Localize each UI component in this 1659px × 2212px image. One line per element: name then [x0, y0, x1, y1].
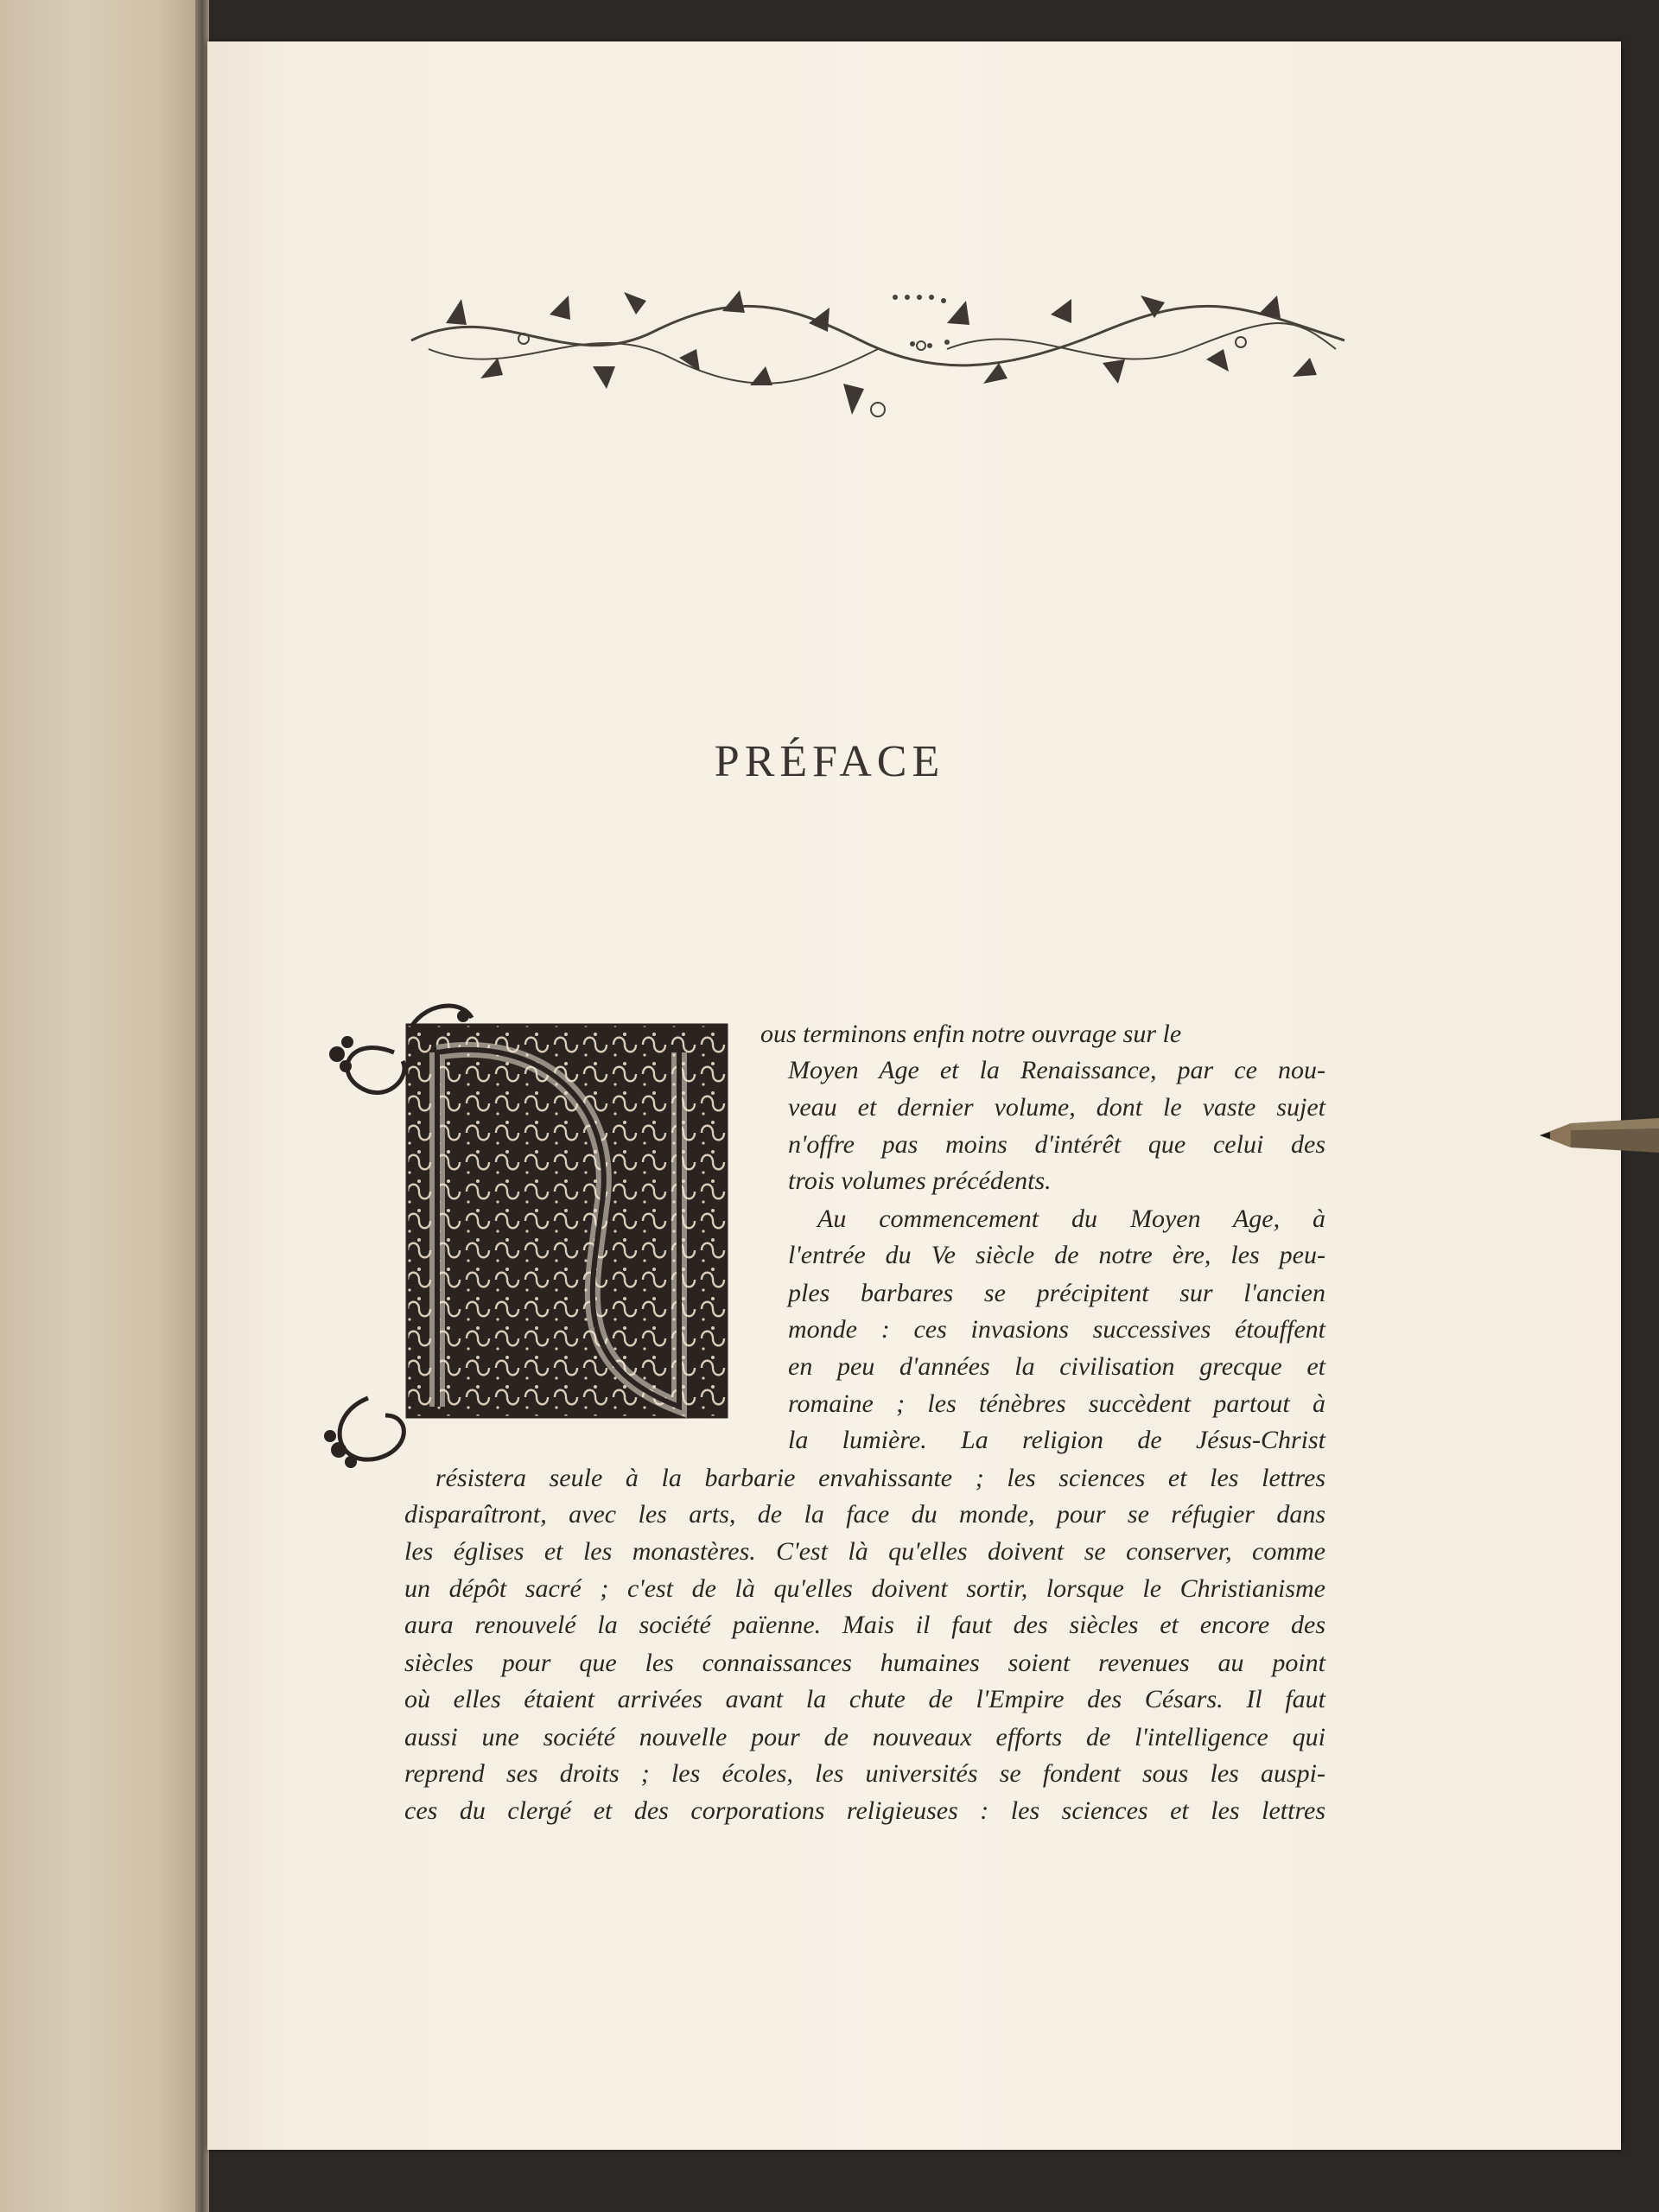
text-line: un dépôt sacré ; c'est de là qu'elles doivent sortir, lorsque le Christianisme [404, 1574, 1325, 1603]
text-line: Au commencement du Moyen Age, à [817, 1205, 1325, 1233]
text-line: n'offre pas moins d'intérêt que celui des [788, 1130, 1325, 1159]
text-line: ples barbares se précipitent sur l'ancien [788, 1279, 1325, 1307]
text-line: monde : ces invasions successives étouffent [788, 1315, 1325, 1344]
illuminated-initial-icon [316, 1001, 757, 1493]
text-line: où elles étaient arrivées avant la chute de l'Empire des Césars. Il faut [404, 1685, 1325, 1713]
text-line: veau et dernier volume, dont le vaste sujet [788, 1093, 1325, 1122]
text-line: les églises et les monastères. C'est là qu'elles doivent se conserver, comme [404, 1537, 1325, 1566]
page-title: PRÉFACE [714, 737, 945, 786]
text-line: aussi une société nouvelle pour de nouveaux efforts de l'intelligence qui [404, 1723, 1325, 1751]
text-line: l'entrée du Ve siècle de notre ère, les peu- [788, 1241, 1325, 1269]
text-line: aura renouvelé la société païenne. Mais il faut des siècles et encore des [404, 1611, 1325, 1639]
text-line: disparaîtront, avec les arts, de la face du monde, pour se réfugier dans [404, 1500, 1325, 1529]
text-line: la lumière. La religion de Jésus-Christ [788, 1426, 1325, 1454]
text-line: trois volumes précédents. [788, 1166, 1052, 1195]
text-line: ous terminons enfin notre ouvrage sur le [760, 1020, 1182, 1048]
text-line: romaine ; les ténèbres succèdent partout à [788, 1389, 1325, 1418]
text-line: siècles pour que les connaissances humaines soient revenues au point [404, 1649, 1325, 1677]
text-line: reprend ses droits ; les écoles, les universités se fondent sous les auspi- [404, 1759, 1325, 1788]
facing-page [0, 0, 197, 2212]
pencil-icon [1536, 1111, 1659, 1160]
text-line: ces du clergé et des corporations religieuses : les sciences et les lettres [404, 1796, 1325, 1825]
text-line: résistera seule à la barbarie envahissante ; les sciences et les lettres [435, 1464, 1325, 1492]
text-line: Moyen Age et la Renaissance, par ce nou- [788, 1056, 1325, 1084]
floral-headpiece-ornament [394, 263, 1357, 444]
text-line: en peu d'années la civilisation grecque et [788, 1352, 1325, 1381]
